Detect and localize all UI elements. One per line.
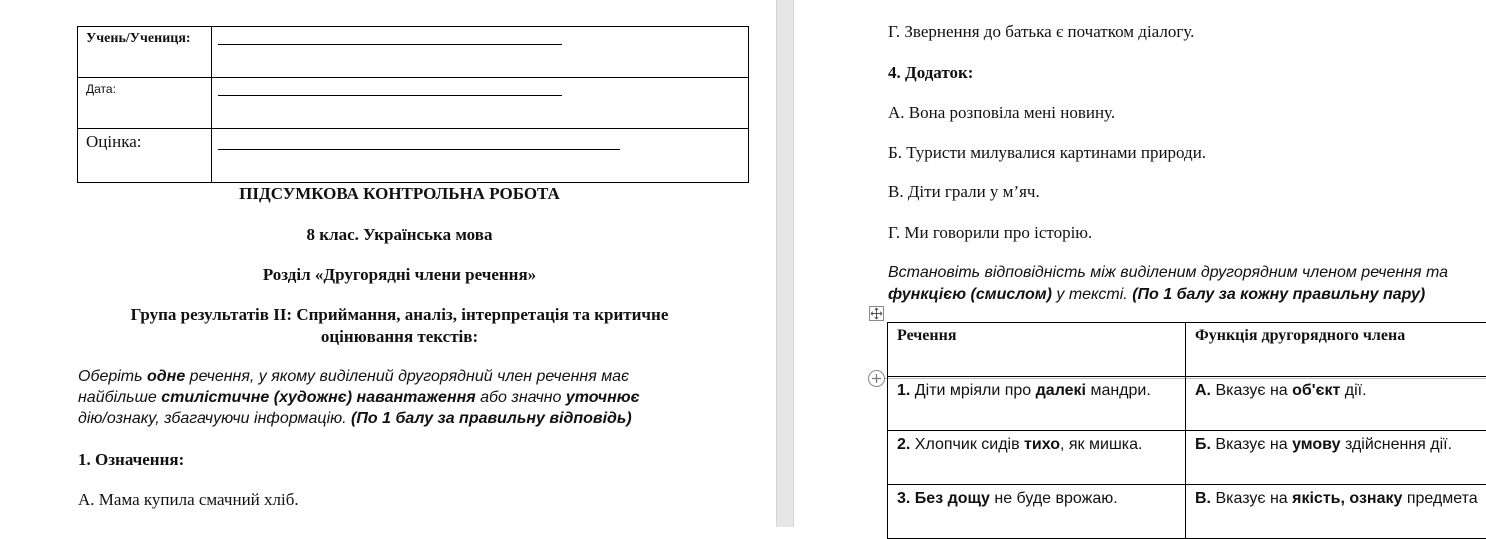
q3-option-g: Г. Звернення до батька є початком діалогу. bbox=[888, 22, 1194, 42]
student-value-cell[interactable] bbox=[212, 27, 749, 78]
title-line-4b: оцінювання текстів: bbox=[77, 327, 722, 347]
grade-label: Оцінка: bbox=[86, 132, 141, 152]
date-label-cell bbox=[78, 78, 212, 129]
row1-sentence: 1. Діти мріяли про далекі мандри. bbox=[897, 381, 1151, 401]
row1-sentence-cell bbox=[888, 377, 1186, 431]
q4-option-v: В. Діти грали у м’яч. bbox=[888, 182, 1040, 202]
row3-function-cell bbox=[1186, 485, 1486, 539]
plus-icon bbox=[869, 371, 884, 386]
student-info-table bbox=[77, 26, 749, 183]
instruction1-line2: найбільше стилістичне (художнє) навантаження або значно уточнює bbox=[78, 388, 640, 408]
instruction1-line3: дію/ознаку, збагачуючи інформацію. (По 1 балу за правильну відповідь) bbox=[78, 409, 632, 429]
header-sentence: Речення bbox=[897, 327, 956, 345]
row3-sentence: 3. Без дощу не буде врожаю. bbox=[897, 489, 1118, 509]
header-function: Функція другорядного члена bbox=[1195, 327, 1405, 345]
grade-fill-line bbox=[218, 149, 620, 150]
q4-option-b: Б. Туристи милувалися картинами природи. bbox=[888, 143, 1206, 163]
student-fill-line bbox=[218, 44, 562, 45]
q4-option-a: А. Вона розповіла мені новину. bbox=[888, 103, 1115, 123]
row2-function: Б. Вказує на умову здійснення дії. bbox=[1195, 435, 1452, 455]
grade-label-cell bbox=[78, 129, 212, 183]
date-fill-line bbox=[218, 95, 562, 96]
q1-heading: 1. Означення: bbox=[78, 450, 184, 470]
date-label: Дата: bbox=[86, 82, 116, 96]
move-arrows-icon bbox=[870, 307, 883, 320]
table-move-handle[interactable] bbox=[869, 306, 884, 321]
title-line-4a: Група результатів ІІ: Сприймання, аналіз, інтерпретація та критичне bbox=[77, 305, 722, 325]
header-sentence-cell bbox=[888, 323, 1186, 377]
row1-function: А. Вказує на об'єкт дії. bbox=[1195, 381, 1367, 401]
page-gap bbox=[776, 0, 794, 527]
q4-option-g: Г. Ми говорили про історію. bbox=[888, 223, 1092, 243]
student-label: Учень/Учениця: bbox=[86, 31, 191, 47]
header-function-cell bbox=[1186, 323, 1486, 377]
instruction1-line1: Оберіть одне речення, у якому виділений другорядний член речення має bbox=[78, 367, 629, 387]
date-value-cell[interactable] bbox=[212, 78, 749, 129]
row2-sentence: 2. Хлопчик сидів тихо, як мишка. bbox=[897, 435, 1142, 455]
student-label-cell bbox=[78, 27, 212, 78]
title-line-3: Розділ «Другорядні члени речення» bbox=[77, 265, 722, 285]
row1-function-cell bbox=[1186, 377, 1486, 431]
instruction2-line2: функцією (смислом) у тексті. (По 1 балу за кожну правильну пару) bbox=[888, 285, 1425, 305]
row3-sentence-cell bbox=[888, 485, 1186, 539]
row2-function-cell bbox=[1186, 431, 1486, 485]
title-line-1: ПІДСУМКОВА КОНТРОЛЬНА РОБОТА bbox=[77, 184, 722, 204]
insert-row-button[interactable] bbox=[868, 370, 885, 387]
instruction2-line1: Встановіть відповідність між виділеним другорядним членом речення та bbox=[888, 263, 1448, 283]
q1-option-a: А. Мама купила смачний хліб. bbox=[78, 490, 299, 510]
title-line-2: 8 клас. Українська мова bbox=[77, 225, 722, 245]
grade-value-cell[interactable] bbox=[212, 129, 749, 183]
q4-heading: 4. Додаток: bbox=[888, 63, 973, 83]
matching-table bbox=[887, 322, 1486, 539]
row2-sentence-cell bbox=[888, 431, 1186, 485]
row3-function: В. Вказує на якість, ознаку предмета bbox=[1195, 489, 1478, 509]
